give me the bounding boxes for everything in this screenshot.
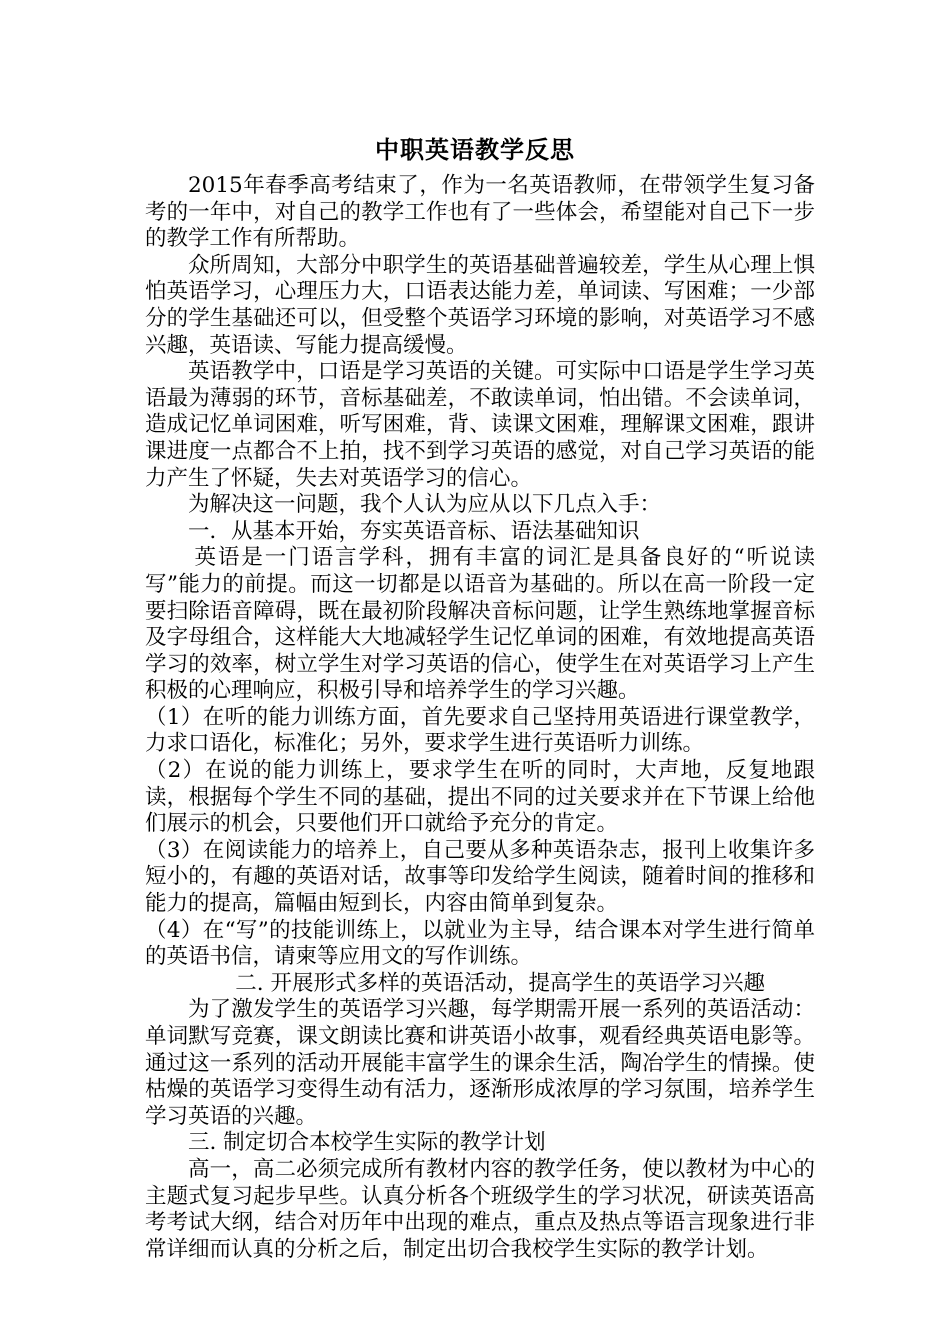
paragraph-phonetics: 英语是一门语言学科，拥有丰富的词汇是具备良好的“听说读写”能力的前提。而这一切都是以语音为基础的。所以在高一阶段一定要扫除语音障碍，既在最初阶段解决音标问题，让学生熟练地掌握音标及字母组合，这样能大大地减轻学生记忆单词的困难，有效地提高英语学习的效率，树立学生对学习英语的信心，使学生在对英语学习上产生积极的心理响应，积极引导和培养学生的学习兴趣。: [145, 545, 815, 704]
list-item-listening: （1）在听的能力训练方面，首先要求自己坚持用英语进行课堂教学，力求口语化，标准化；另外，要求学生进行英语听力训练。: [145, 704, 815, 757]
document-title: 中职英语教学反思: [375, 135, 575, 164]
paragraph-teaching-plan: 高一，高二必须完成所有教材内容的教学任务，使以教材为中心的主题式复习起步早些。认真分析各个班级学生的学习状况，研读英语高考考试大纲，结合对历年中出现的难点，重点及热点等语言现象进行非常详细而认真的分析之后，制定出切合我校学生实际的教学计划。: [145, 1156, 815, 1262]
list-item-writing: （4）在“写”的技能训练上，以就业为主导，结合课本对学生进行简单的英语书信，请柬等应用文的写作训练。: [145, 917, 815, 970]
paragraph-intro: 2015年春季高考结束了，作为一名英语教师，在带领学生复习备考的一年中，对自己的教学工作也有了一些体会，希望能对自己下一步的教学工作有所帮助。: [145, 173, 815, 252]
document-body: [145, 173, 815, 1263]
list-item-speaking: （2）在说的能力训练上，要求学生在听的同时，大声地，反复地跟读，根据每个学生不同的基础，提出不同的过关要求并在下节课上给他们展示的机会，只要他们开口就给予充分的肯定。: [145, 758, 815, 837]
section-heading-2: 二. 开展形式多样的英语活动，提高学生的英语学习兴趣: [235, 970, 765, 996]
list-item-reading: （3）在阅读能力的培养上，自己要从多种英语杂志，报刊上收集许多短小的，有趣的英语对话，故事等印发给学生阅读，随着时间的推移和能力的提高，篇幅由短到长，内容由简单到复杂。: [145, 837, 815, 917]
paragraph-student-situation: 众所周知，大部分中职学生的英语基础普遍较差，学生从心理上惧怕英语学习，心理压力大，口语表达能力差，单词读、写困难；一少部分的学生基础还可以，但受整个英语学习环境的影响，对英语学习不感兴趣，英语读、写能力提高缓慢。: [145, 252, 815, 358]
paragraph-oral-english: 英语教学中，口语是学习英语的关键。可实际中口语是学生学习英语最为薄弱的环节，音标基础差，不敢读单词，怕出错。不会读单词，造成记忆单词困难，听写困难，背、读课文困难，理解课文困难，跟讲课进度一点都合不上拍，找不到学习英语的感觉，对自己学习英语的能力产生了怀疑，失去对英语学习的信心。: [145, 359, 815, 491]
paragraph-solution-lead: 为解决这一问题，我个人认为应从以下几点入手：: [188, 492, 662, 518]
section-heading-3: 三. 制定切合本校学生实际的教学计划: [188, 1130, 546, 1156]
section-heading-1: 一．从基本开始，夯实英语音标、语法基础知识: [188, 518, 640, 544]
paragraph-activities: 为了激发学生的英语学习兴趣，每学期需开展一系列的英语活动：单词默写竞赛，课文朗读比赛和讲英语小故事，观看经典英语电影等。通过这一系列的活动开展能丰富学生的课余生活，陶冶学生的情操。使枯燥的英语学习变得生动有活力，逐渐形成浓厚的学习氛围，培养学生学习英语的兴趣。: [145, 997, 815, 1129]
